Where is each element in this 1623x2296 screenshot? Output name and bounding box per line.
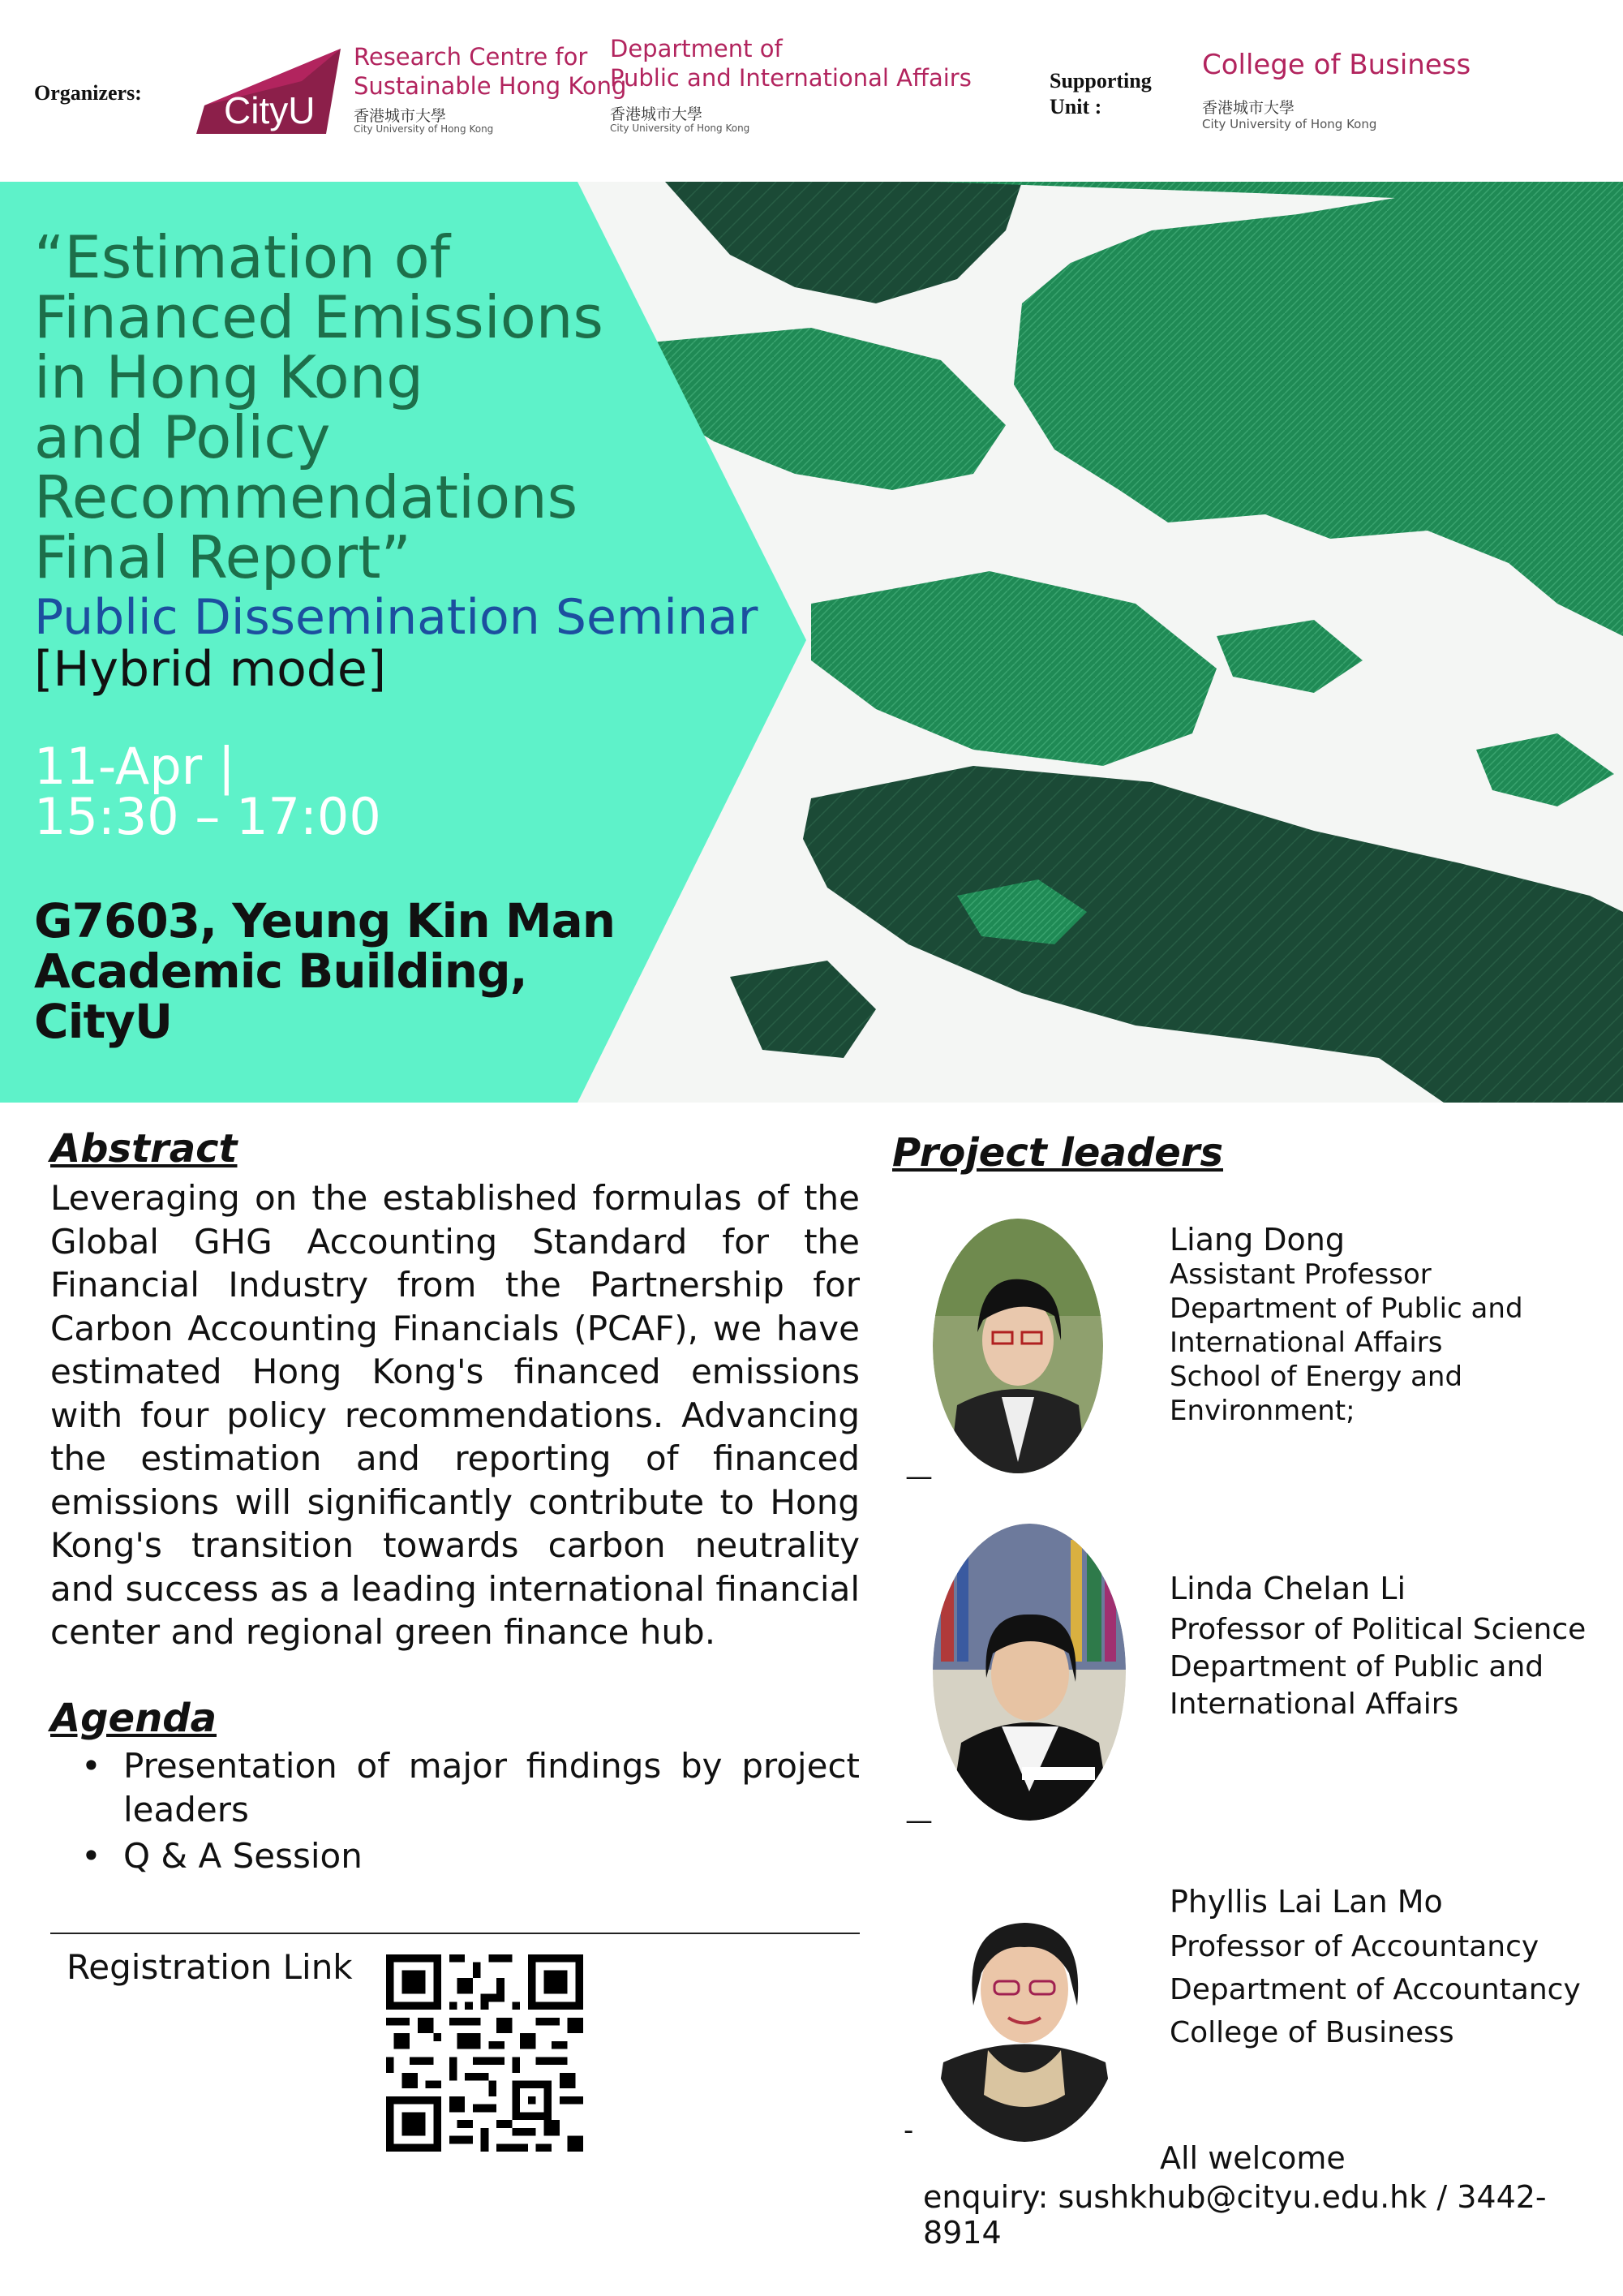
avatar [933,1219,1103,1474]
separator-dash: — [905,1460,933,1493]
college-chinese: 香港城市大學 [1202,99,1295,117]
department-name: Department of Public and International Affairs [610,35,972,92]
event-title [34,223,650,591]
agenda-heading: Agenda [50,1696,217,1741]
list-item: • Presentation of major findings by project leaders [81,1746,860,1829]
all-welcome: All welcome [1160,2140,1346,2176]
leader-details: Professor of Accountancy Department of Accountancy College of Business [1170,1930,1581,2049]
bullet-icon: • [81,1746,101,1786]
research-centre-name: Research Centre for Sustainable Hong Kong [354,43,627,100]
project-leaders-heading: Project leaders [892,1130,1224,1176]
event-date: 11-Apr | [34,737,235,796]
abstract-heading: Abstract [50,1126,238,1172]
title-line: and Policy [34,403,331,471]
college-university: City University of Hong Kong [1202,117,1377,131]
leader-name: Phyllis Lai Lan Mo [1170,1884,1443,1920]
title-line: Recommendations [34,463,578,531]
title-line: “Estimation of [34,223,450,291]
event-time: 15:30 – 17:00 [34,787,381,846]
avatar [933,1524,1126,1821]
event-subtitle: Public Dissemination Seminar [34,589,758,646]
registration-label: Registration Link [67,1947,353,1987]
research-centre-chinese: 香港城市大學 [354,107,447,125]
divider [50,1933,860,1934]
leader-name: Linda Chelan Li [1170,1571,1406,1606]
supporting-unit-label: Supporting Unit : [1050,69,1152,118]
separator-dash: - [904,2114,914,2147]
agenda-list [50,1744,860,1878]
event-datetime [34,737,381,846]
department-university: City University of Hong Kong [610,123,750,134]
leader-details: Assistant Professor Department of Public and International Affairs School of Energy and Environment; [1170,1258,1523,1427]
title-line: in Hong Kong [34,343,423,411]
event-mode: [Hybrid mode] [34,641,387,698]
event-venue: G7603, Yeung Kin Man Academic Building, CityU [34,893,616,1049]
registration-qr-code[interactable] [386,1954,583,2152]
list-item: • Q & A Session [50,1834,860,1878]
college-name: College of Business [1202,49,1471,81]
avatar [923,1851,1126,2142]
bullet-icon: • [81,1836,101,1876]
cityu-logo [196,49,341,134]
leader-details: Professor of Political Science Department of Public and International Affairs [1170,1613,1587,1721]
leader-name: Liang Dong [1170,1222,1346,1258]
header [0,0,1623,182]
abstract-text: Leveraging on the established formulas of the Global GHG Accounting Standard for the Financial Industry from the Partnership for Carbon Accounting Financials (PCAF), we have estimated Hong Kong's financed emissions with four policy recommendations. Advancing the estimation and reporting of financed emissions will significantly contribute to Hong Kong's transition towards carbon neutrality and success as a leading international financial center and regional green finance hub. [50,1178,860,1652]
enquiry-contact[interactable]: enquiry: sushkhub@cityu.edu.hk / 3442-8914 [923,2179,1547,2251]
title-line: Financed Emissions [34,283,603,351]
department-chinese: 香港城市大學 [610,105,703,123]
cityu-logo-text: CityU [224,89,316,131]
organizers-label: Organizers: [34,81,142,105]
banner [0,182,1623,1103]
separator-dash: — [905,1804,933,1837]
research-centre-university: City University of Hong Kong [354,123,494,135]
title-line: Final Report” [34,523,411,591]
